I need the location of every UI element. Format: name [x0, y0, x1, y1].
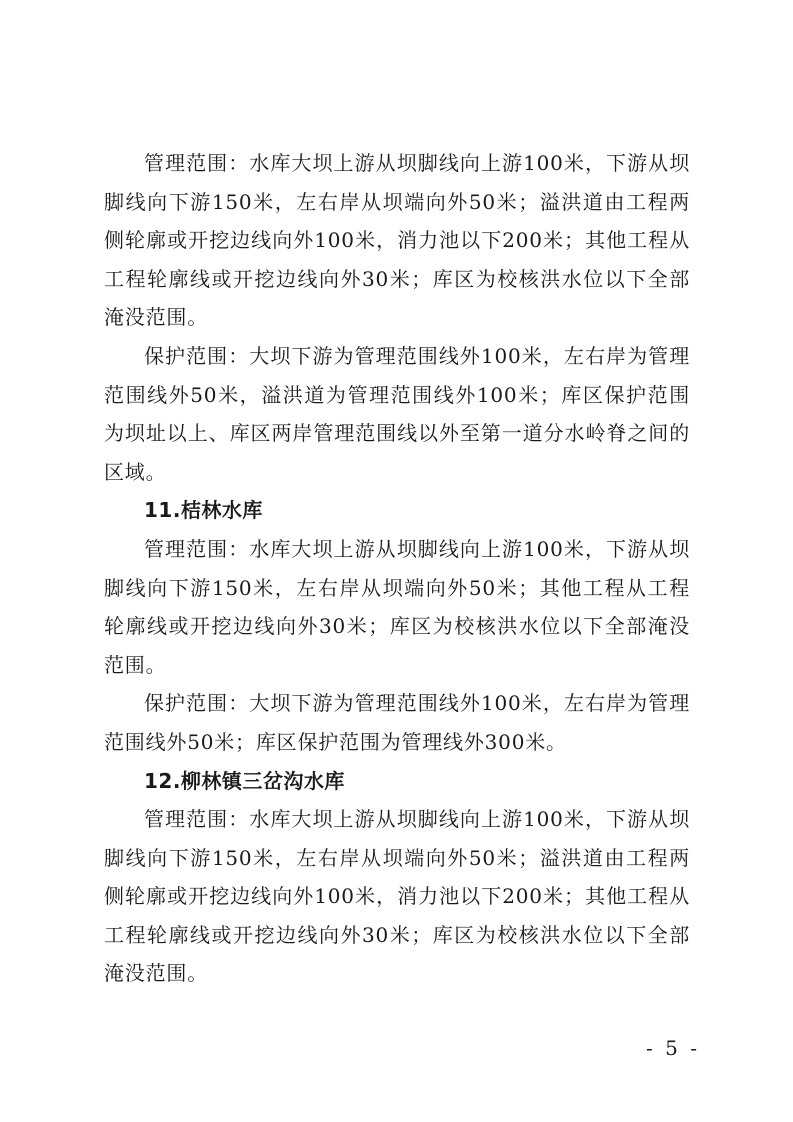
section-heading-12: 12.柳林镇三岔沟水库 [144, 768, 345, 793]
paragraph-management-scope-12: 管理范围：水库大坝上游从坝脚线向上游100米，下游从坝脚线向下游150米，左右岸从坝端向外50米；溢洪道由工程两侧轮廓或开挖边线向外100米，消力池以下200米；其他工程从工程轮廓线或开挖边线向外30米；库区为校核洪水位以下全部淹没范围。 [104, 807, 690, 986]
paragraph-protection-scope-10: 保护范围：大坝下游为管理范围线外100米，左右岸为管理范围线外50米，溢洪道为管理范围线外100米；库区保护范围为坝址以上、库区两岸管理范围线以外至第一道分水岭脊之间的区域。 [104, 343, 690, 484]
paragraph-management-scope-11: 管理范围：水库大坝上游从坝脚线向上游100米，下游从坝脚线向下游150米，左右岸从坝端向外50米；其他工程从工程轮廓线或开挖边线向外30米；库区为校核洪水位以下全部淹没范围。 [104, 536, 690, 677]
section-heading-11: 11.桔林水库 [144, 498, 263, 523]
document-body [104, 144, 690, 993]
page-number: - 5 - [646, 1036, 700, 1060]
paragraph-management-scope-10: 管理范围：水库大坝上游从坝脚线向上游100米，下游从坝脚线向下游150米，左右岸从坝端向外50米；溢洪道由工程两侧轮廓或开挖边线向外100米，消力池以下200米；其他工程从工程轮廓线或开挖边线向外30米；库区为校核洪水位以下全部淹没范围。 [104, 151, 690, 330]
paragraph-protection-scope-11: 保护范围：大坝下游为管理范围线外100米，左右岸为管理范围线外50米；库区保护范围为管理线外300米。 [104, 691, 690, 754]
